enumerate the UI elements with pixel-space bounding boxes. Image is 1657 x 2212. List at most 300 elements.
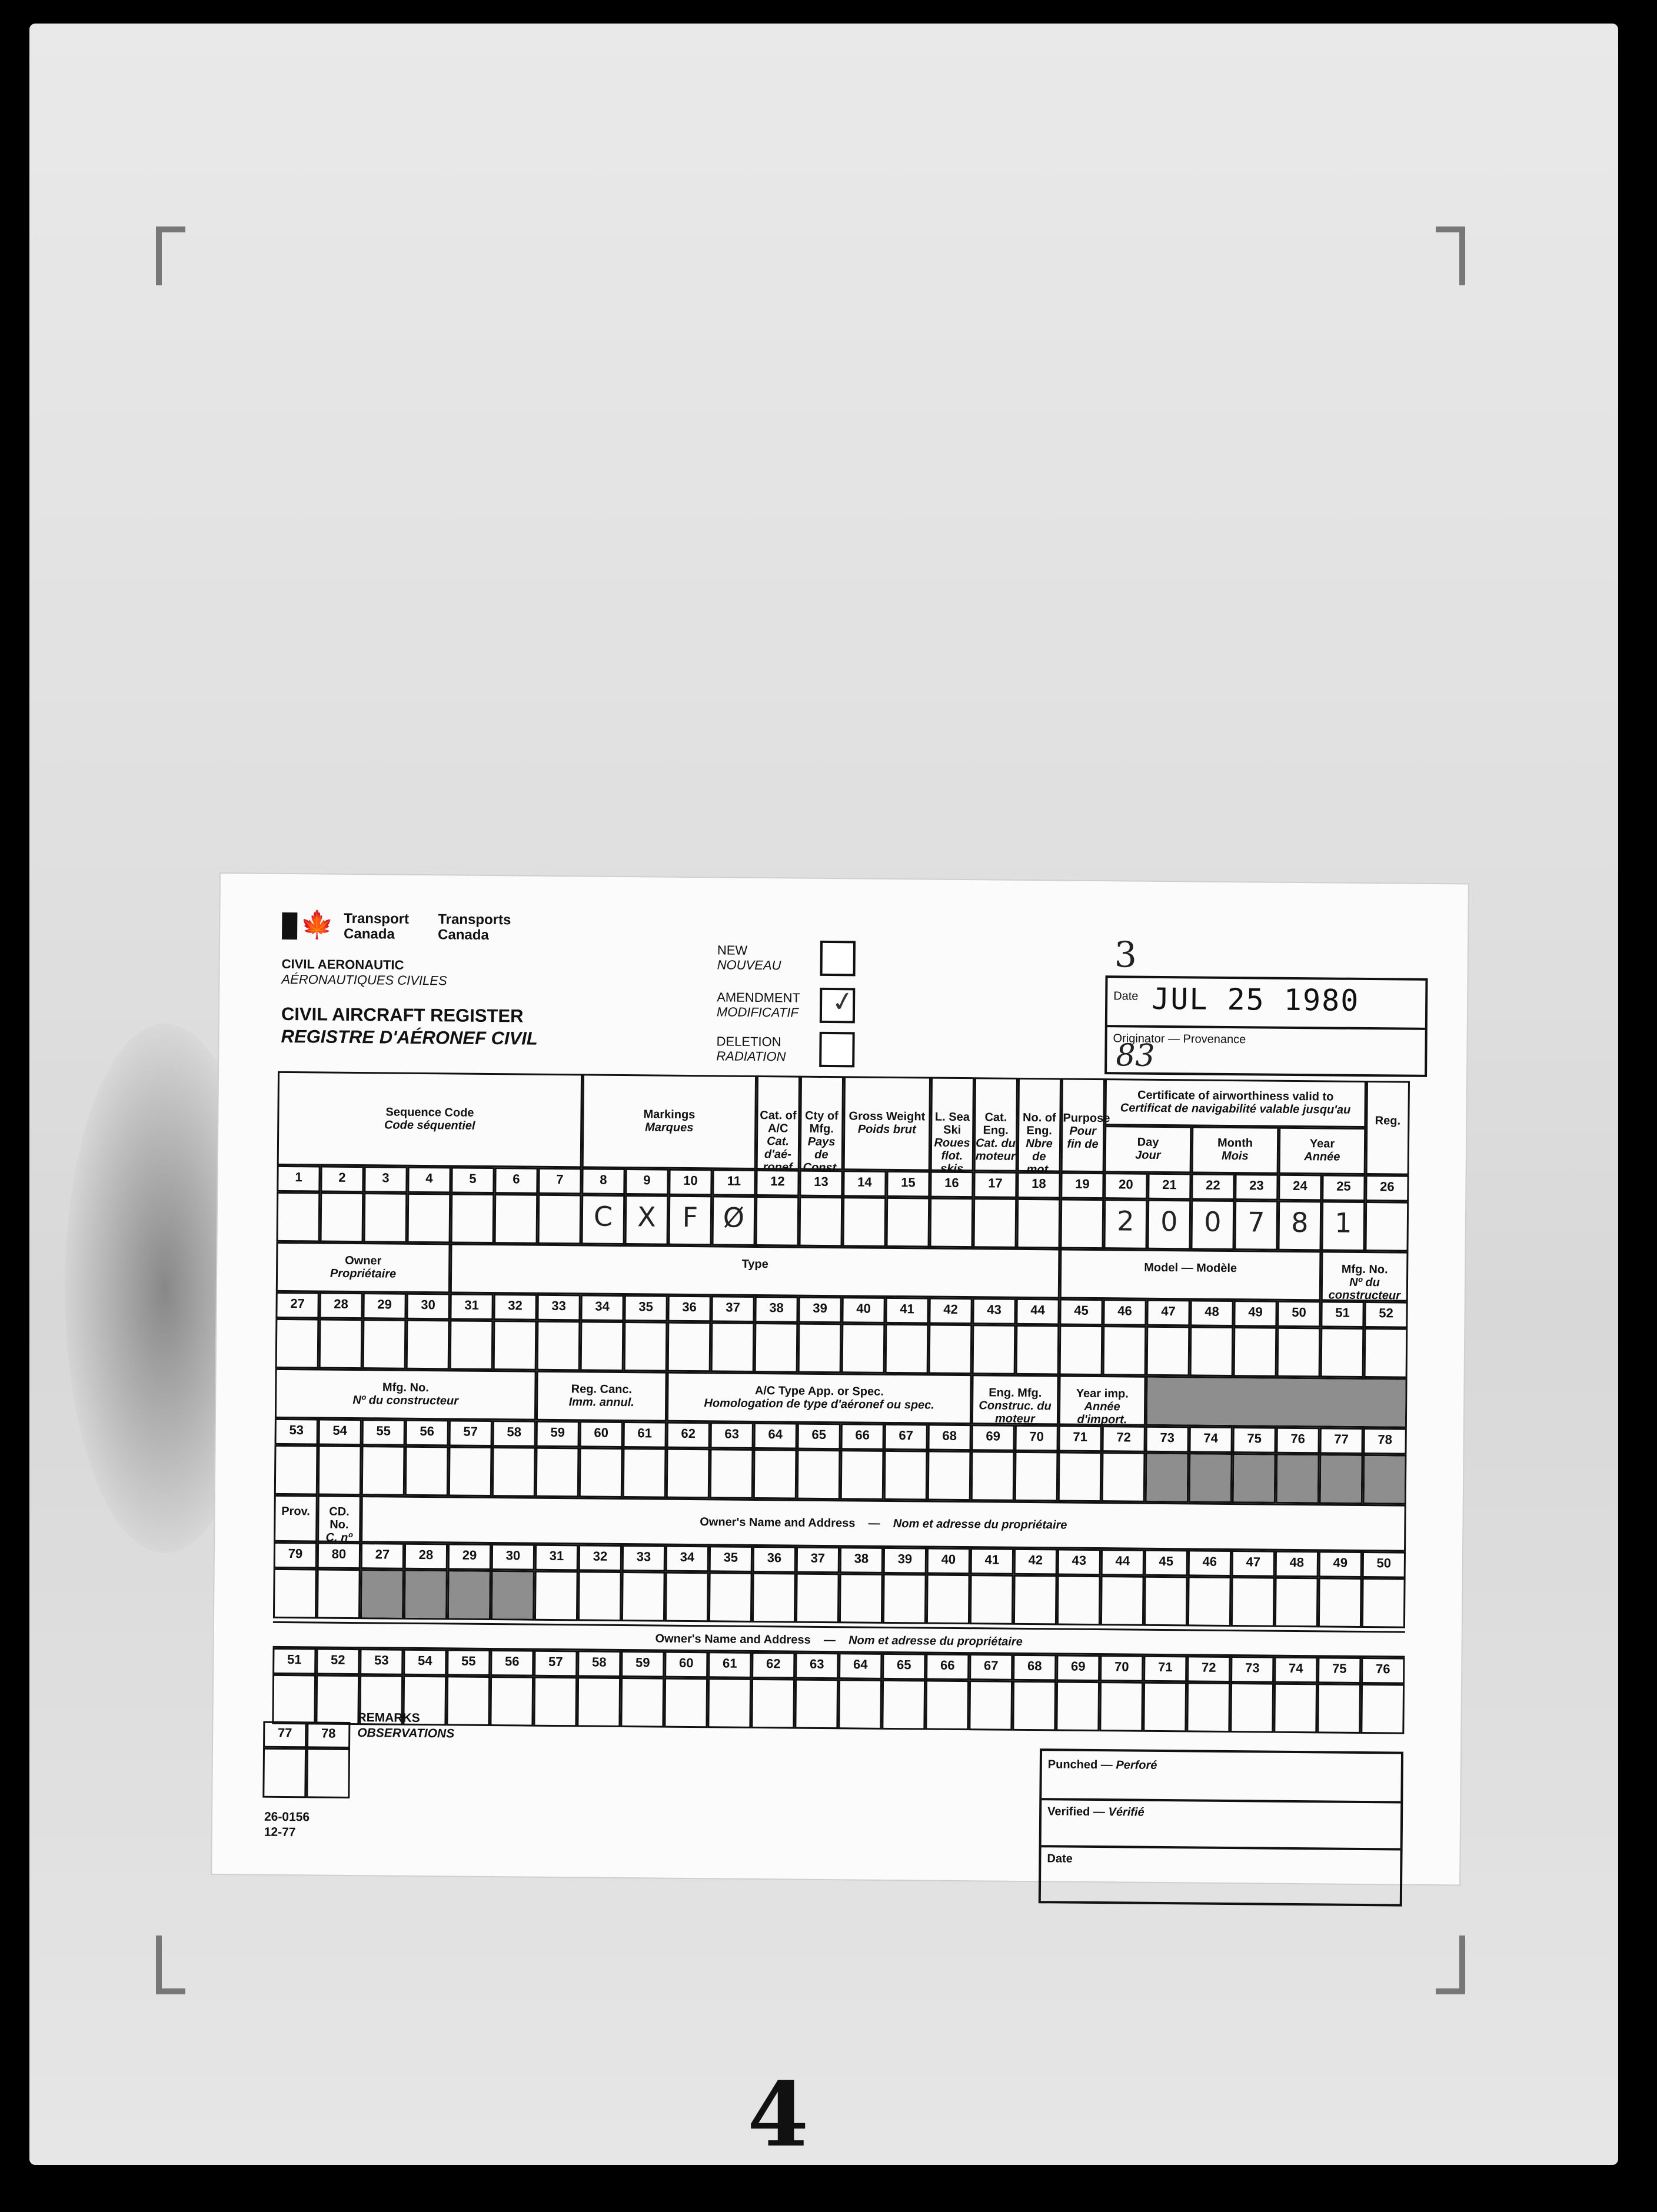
handwritten-entry: 0: [1204, 1205, 1222, 1238]
entry-cell[interactable]: [973, 1198, 1017, 1248]
entry-cell[interactable]: [886, 1197, 930, 1248]
hdr-certificate-fr: Certificat de navigabilité valable jusqu'au: [1120, 1101, 1351, 1117]
entry-cell[interactable]: [665, 1572, 709, 1623]
entry-cell[interactable]: [796, 1573, 840, 1624]
entry-cell[interactable]: [1103, 1325, 1147, 1376]
hdr-reg-en: Reg.: [1375, 1114, 1401, 1128]
col-number: 75: [1247, 1431, 1262, 1446]
hdr-country: [800, 1076, 844, 1175]
entry-cell[interactable]: [1233, 1327, 1277, 1377]
entry-cell[interactable]: [317, 1568, 361, 1619]
col-number: 56: [504, 1654, 520, 1669]
hdr-markings: [582, 1074, 757, 1170]
entry-cell[interactable]: [450, 1320, 494, 1370]
shaded-cell: [1190, 1454, 1231, 1501]
entry-cell[interactable]: [538, 1194, 582, 1245]
entry-cell[interactable]: [1014, 1451, 1059, 1502]
col-number: 6: [513, 1171, 520, 1187]
hdr-markings-en: Markings: [643, 1108, 696, 1122]
entry-cell[interactable]: [1060, 1198, 1104, 1249]
hdr-type-en: Type: [741, 1257, 768, 1271]
entry-cell[interactable]: [1013, 1575, 1057, 1625]
entry-cell[interactable]: [492, 1447, 536, 1497]
entry-cell[interactable]: [272, 1674, 316, 1725]
entry-cell[interactable]: [799, 1197, 843, 1247]
hdr-no-engines-en: No. of Eng.: [1023, 1111, 1056, 1138]
hdr-cat-ac-en: Cat. of A/C: [760, 1109, 797, 1135]
entry-cell[interactable]: [621, 1571, 666, 1622]
entry-cell[interactable]: [840, 1450, 884, 1500]
hdr-certificate: [1104, 1078, 1366, 1128]
originator-value: 83: [1116, 1038, 1155, 1074]
entry-cell[interactable]: [274, 1445, 318, 1495]
hdr-day: [1104, 1125, 1192, 1173]
col-number: 7: [556, 1171, 564, 1187]
col-number: 59: [635, 1655, 650, 1670]
entry-cell[interactable]: [1360, 1684, 1405, 1734]
col-number: 55: [461, 1653, 476, 1668]
entry-cell[interactable]: [756, 1196, 800, 1247]
hdr-cd-no-en: CD. No.: [329, 1505, 350, 1531]
entry-cell[interactable]: [364, 1192, 408, 1243]
entry-cell[interactable]: [451, 1193, 495, 1244]
entry-cell[interactable]: [1230, 1683, 1274, 1733]
hdr-gross-weight-fr: Poids brut: [857, 1122, 916, 1137]
col-number: 35: [723, 1550, 738, 1565]
hdr-country-text: [801, 1110, 842, 1175]
col-number: 41: [984, 1552, 1000, 1567]
entry-cell[interactable]: [711, 1322, 755, 1372]
option-amendment-label: AMENDMENT MODIFICATIF: [716, 990, 801, 1020]
entry-cell[interactable]: [1012, 1681, 1056, 1731]
shaded-cell: [1277, 1455, 1318, 1503]
col-number: 74: [1203, 1430, 1219, 1445]
entry-cell[interactable]: [407, 1193, 451, 1244]
hdr-mfg-no-2-en: Mfg. No.: [382, 1380, 429, 1394]
hdr-land-sea-ski-text: [932, 1111, 973, 1176]
shaded-cell: [362, 1571, 402, 1618]
hdr-no-engines: [1017, 1078, 1062, 1177]
processing-box: [1039, 1748, 1403, 1906]
dept-en: Transport Canada: [343, 910, 410, 942]
entry-cell[interactable]: [1144, 1576, 1188, 1627]
hdr-mfg-no-en: Mfg. No.: [1341, 1262, 1388, 1276]
col-number: 49: [1248, 1304, 1263, 1320]
hdr-year-imp-fr: Année d'import.: [1077, 1400, 1127, 1426]
hdr-cat-engine: [974, 1077, 1018, 1172]
entry-cell[interactable]: [1365, 1201, 1409, 1252]
col-number: 3: [382, 1170, 390, 1185]
deletion-checkbox[interactable]: [819, 1032, 855, 1068]
col-number: 57: [463, 1424, 478, 1439]
entry-cell[interactable]: [1187, 1576, 1232, 1627]
punched-label: Punched — Perforé: [1047, 1758, 1157, 1772]
entry-cell[interactable]: [319, 1318, 363, 1369]
col-number: 31: [464, 1297, 479, 1312]
owner-name-address-text-2: [273, 1629, 1405, 1652]
hdr-gross-weight: [843, 1076, 931, 1171]
entry-cell[interactable]: [1317, 1683, 1361, 1734]
col-number: 77: [277, 1725, 292, 1741]
entry-cell[interactable]: [624, 1321, 668, 1372]
col-number: 67: [899, 1428, 914, 1443]
entry-cell[interactable]: [929, 1324, 973, 1375]
entry-cell[interactable]: [707, 1678, 751, 1728]
hdr-type: [450, 1243, 1060, 1298]
entry-cell[interactable]: [318, 1445, 362, 1495]
entry-cell[interactable]: [1273, 1683, 1317, 1734]
hdr-mfg-no-fr: Nº du constructeur: [1328, 1275, 1401, 1302]
hdr-purpose-text: [1063, 1111, 1110, 1151]
col-number: 77: [1334, 1431, 1349, 1447]
entry-cell[interactable]: [494, 1194, 538, 1244]
shaded-cell: [1147, 1454, 1187, 1501]
hdr-reg-canc-en: Reg. Canc.: [571, 1382, 633, 1396]
maple-leaf-icon: 🍁: [300, 909, 334, 940]
branch-fr: AÉRONAUTIQUES CIVILES: [281, 971, 447, 988]
entry-cell[interactable]: [798, 1323, 842, 1374]
entry-cell[interactable]: [843, 1197, 887, 1247]
hdr-type-text: [452, 1255, 1058, 1273]
entry-cell[interactable]: [927, 1451, 971, 1501]
entry-cell[interactable]: [623, 1448, 667, 1498]
entry-cell[interactable]: [1016, 1198, 1060, 1249]
shaded-cell: [493, 1572, 533, 1619]
crop-mark-bottom-left: [156, 1936, 185, 1994]
entry-cell[interactable]: [1275, 1577, 1319, 1628]
background-handwritten-mark: 4: [747, 2063, 809, 2167]
entry-cell[interactable]: [883, 1574, 927, 1624]
hdr-reg-canc-fr: Imm. annul.: [568, 1395, 634, 1409]
entry-cell[interactable]: [620, 1677, 664, 1728]
entry-cell[interactable]: [710, 1448, 754, 1499]
entry-cell[interactable]: [1100, 1575, 1144, 1626]
col-number: 9: [643, 1172, 651, 1188]
col-number: 42: [943, 1301, 958, 1317]
col-number: 70: [1114, 1659, 1129, 1674]
col-number: 52: [330, 1652, 345, 1667]
branch-en: CIVIL AERONAUTIC: [281, 956, 404, 972]
entry-cell[interactable]: [881, 1680, 926, 1730]
hdr-purpose: [1061, 1078, 1110, 1172]
hdr-year-fr: Année: [1304, 1150, 1340, 1164]
hdr-sequence-code-en: Sequence Code: [385, 1105, 474, 1120]
col-number: 51: [287, 1652, 302, 1667]
entry-cell[interactable]: [841, 1323, 886, 1374]
remarks-label: REMARKS OBSERVATIONS: [357, 1711, 455, 1741]
entry-cell[interactable]: [971, 1451, 1015, 1501]
entry-cell[interactable]: [1231, 1577, 1275, 1627]
hdr-month-fr: Mois: [1222, 1149, 1249, 1163]
col-number: 65: [896, 1657, 911, 1673]
entry-cell[interactable]: [275, 1318, 320, 1369]
col-number: 38: [769, 1300, 784, 1315]
hdr-cd-no-text: [319, 1505, 360, 1545]
hdr-markings-fr: Marques: [645, 1121, 694, 1135]
col-number: 12: [770, 1174, 785, 1189]
col-number: 30: [505, 1548, 521, 1563]
entry-cell[interactable]: [1056, 1681, 1100, 1731]
col-number: 56: [420, 1423, 435, 1439]
col-number: 31: [549, 1548, 564, 1564]
hdr-year-en: Year: [1309, 1137, 1335, 1151]
handwritten-entry: 0: [1160, 1205, 1178, 1238]
col-number: 41: [900, 1301, 914, 1317]
entry-cell[interactable]: [884, 1450, 928, 1501]
hdr-eng-mfg-fr: Construc. du moteur: [979, 1398, 1052, 1425]
col-number: 28: [334, 1296, 348, 1311]
col-number: 58: [591, 1654, 607, 1670]
entry-cell[interactable]: [797, 1450, 841, 1500]
col-number: 32: [593, 1548, 608, 1564]
entry-cell[interactable]: [361, 1445, 405, 1496]
hdr-reg-canc: [536, 1371, 667, 1422]
hdr-cat-ac-text: [758, 1109, 798, 1174]
flag-icon: [282, 912, 297, 940]
hdr-land-sea-ski-en: L. Sea Ski: [934, 1110, 970, 1137]
col-number: 62: [681, 1425, 696, 1441]
entry-cell[interactable]: [972, 1324, 1016, 1375]
form-title-en: CIVIL AIRCRAFT REGISTER: [281, 1003, 524, 1027]
hdr-model-en: Model — Modèle: [1144, 1261, 1237, 1275]
hdr-reg-canc-text: [538, 1382, 665, 1409]
form-title-fr: REGISTRE D'AÉRONEF CIVIL: [281, 1025, 538, 1049]
entry-cell[interactable]: [315, 1674, 360, 1725]
option-deletion-label: DELETION RADIATION: [716, 1034, 786, 1064]
entry-cell[interactable]: [970, 1574, 1014, 1625]
col-number: 36: [682, 1299, 697, 1315]
entry-cell[interactable]: [708, 1572, 753, 1623]
entry-cell[interactable]: [577, 1677, 621, 1727]
entry-cell[interactable]: [1364, 1328, 1408, 1378]
col-number: 27: [290, 1296, 305, 1311]
entry-cell[interactable]: [262, 1748, 307, 1798]
hdr-country-fr: Pays de Const.: [803, 1135, 840, 1175]
entry-cell[interactable]: [277, 1192, 321, 1242]
owner-name-sep: —: [868, 1517, 880, 1530]
col-number: 60: [678, 1655, 694, 1671]
entry-cell[interactable]: [926, 1574, 970, 1625]
entry-cell[interactable]: [1277, 1327, 1321, 1378]
col-number: 58: [507, 1424, 522, 1440]
entry-cell[interactable]: [752, 1573, 796, 1623]
hdr-cd-no: [317, 1495, 361, 1543]
originator-label: Originator — Provenance: [1113, 1032, 1246, 1047]
col-number: 50: [1376, 1555, 1392, 1571]
entry-cell[interactable]: [1143, 1682, 1187, 1733]
handwritten-entry: 2: [1117, 1205, 1134, 1237]
entry-cell[interactable]: [1320, 1327, 1365, 1378]
col-number: 11: [727, 1173, 741, 1188]
col-number: 66: [855, 1427, 870, 1443]
entry-cell[interactable]: [273, 1568, 317, 1619]
hdr-cat-engine-en: Cat. Eng.: [983, 1111, 1009, 1137]
col-number: 48: [1205, 1304, 1219, 1319]
shaded-header: [1147, 1378, 1406, 1427]
col-number: 29: [462, 1547, 477, 1563]
col-number: 64: [853, 1657, 868, 1672]
entry-cell[interactable]: [405, 1446, 449, 1497]
col-number: 63: [809, 1656, 824, 1672]
entry-cell[interactable]: [1146, 1326, 1190, 1377]
hdr-year-text: [1280, 1137, 1364, 1164]
entry-cell[interactable]: [1016, 1325, 1060, 1375]
col-number: 42: [1028, 1553, 1043, 1568]
entry-cell[interactable]: [533, 1677, 577, 1727]
col-number: 39: [897, 1551, 913, 1567]
entry-cell[interactable]: [578, 1571, 622, 1621]
owner-name-en-2: Owner's Name and Address: [655, 1632, 811, 1647]
col-number: 44: [1115, 1553, 1130, 1568]
col-number: 47: [1246, 1554, 1261, 1570]
entry-cell[interactable]: [1057, 1575, 1101, 1625]
hdr-cat-ac-fr: Cat. d'aé-ronef: [763, 1135, 793, 1174]
hdr-type-app-fr: Homologation de type d'aéronef ou spec.: [704, 1396, 934, 1412]
col-number: 73: [1160, 1430, 1175, 1445]
col-number: 27: [375, 1547, 390, 1562]
entry-cell[interactable]: [579, 1447, 623, 1498]
hdr-cat-engine-fr: Cat. du moteur: [975, 1137, 1016, 1163]
col-number: 78: [1377, 1432, 1393, 1447]
entry-cell[interactable]: [1102, 1452, 1146, 1503]
entry-cell[interactable]: [753, 1449, 797, 1500]
hdr-sequence-code-fr: Code séquentiel: [384, 1118, 475, 1132]
hdr-reg-text: [1367, 1114, 1408, 1128]
entry-cell[interactable]: [1058, 1451, 1102, 1502]
entry-cell[interactable]: [1190, 1326, 1234, 1377]
shaded-cell: [1234, 1455, 1275, 1502]
entry-cell[interactable]: [1362, 1578, 1406, 1628]
hdr-mfg-no-text: [1323, 1262, 1407, 1302]
entry-cell[interactable]: [925, 1680, 969, 1731]
col-number: 53: [289, 1423, 304, 1438]
entry-cell[interactable]: [664, 1678, 708, 1728]
entry-cell[interactable]: [751, 1678, 795, 1729]
col-number: 69: [986, 1428, 1001, 1444]
hdr-markings-text: [584, 1107, 754, 1135]
entry-cell[interactable]: [535, 1447, 580, 1498]
new-checkbox[interactable]: [820, 941, 856, 977]
entry-cell[interactable]: [929, 1198, 973, 1248]
entry-cell[interactable]: [667, 1322, 711, 1372]
hdr-eng-mfg-en: Eng. Mfg.: [989, 1385, 1042, 1400]
date-stamp: JUL 25 1980: [1151, 981, 1360, 1018]
col-number: 72: [1116, 1430, 1132, 1445]
entry-cell[interactable]: [406, 1320, 450, 1370]
hdr-owner: [276, 1242, 451, 1294]
entry-cell[interactable]: [838, 1679, 882, 1730]
col-number: 69: [1070, 1658, 1086, 1674]
col-number: 22: [1206, 1177, 1220, 1192]
col-number: 44: [1030, 1302, 1045, 1318]
col-number: 68: [1027, 1658, 1042, 1674]
col-number: 75: [1332, 1661, 1347, 1676]
col-number: 25: [1336, 1178, 1351, 1194]
col-number: 45: [1159, 1553, 1174, 1569]
entry-cell[interactable]: [534, 1571, 578, 1621]
entry-cell[interactable]: [493, 1320, 537, 1371]
entry-cell[interactable]: [448, 1446, 493, 1497]
hdr-prov-text: [275, 1505, 315, 1518]
hdr-gross-weight-text: [845, 1110, 929, 1136]
hdr-prov-en: Prov.: [281, 1504, 310, 1518]
shaded-cell: [1365, 1456, 1405, 1503]
entry-cell[interactable]: [306, 1748, 350, 1798]
col-number: 53: [374, 1653, 389, 1668]
owner-name-fr: Nom et adresse du propriétaire: [893, 1517, 1067, 1532]
col-number: 65: [811, 1427, 827, 1443]
hdr-certificate-en: Certificate of airworthiness valid to: [1137, 1088, 1334, 1104]
col-number: 16: [944, 1175, 959, 1190]
verified-label: Verified — Vérifié: [1047, 1805, 1144, 1819]
entry-cell[interactable]: [1059, 1325, 1103, 1375]
entry-cell[interactable]: [885, 1324, 929, 1374]
shaded-cell: [1321, 1455, 1362, 1503]
entry-cell[interactable]: [1318, 1577, 1362, 1628]
col-number: 68: [942, 1428, 957, 1443]
entry-cell[interactable]: [666, 1448, 710, 1499]
hdr-month: [1192, 1126, 1279, 1174]
col-number: 23: [1249, 1178, 1264, 1193]
entry-cell[interactable]: [1186, 1682, 1230, 1733]
col-number: 72: [1201, 1660, 1216, 1675]
col-number: 71: [1073, 1429, 1088, 1444]
entry-cell[interactable]: [794, 1679, 839, 1730]
entry-cell[interactable]: [320, 1192, 364, 1242]
owner-name-fr-2: Nom et adresse du propriétaire: [849, 1634, 1023, 1648]
hdr-year-imp-en: Year imp.: [1076, 1387, 1129, 1400]
col-number: 64: [768, 1427, 783, 1442]
col-number: 49: [1333, 1555, 1348, 1570]
col-number: 47: [1161, 1303, 1176, 1319]
col-number: 61: [637, 1425, 653, 1441]
hdr-year-imp-text: [1060, 1387, 1144, 1426]
col-number: 78: [321, 1725, 336, 1741]
col-number: 10: [683, 1172, 698, 1188]
col-number: 2: [338, 1170, 346, 1185]
col-number: 24: [1293, 1178, 1307, 1194]
col-number: 15: [901, 1175, 916, 1190]
entry-cell[interactable]: [490, 1676, 534, 1727]
entry-cell[interactable]: [1099, 1681, 1143, 1732]
hdr-owner-fr: Propriétaire: [330, 1267, 397, 1281]
col-number: 67: [983, 1658, 999, 1673]
hdr-type-app: [667, 1372, 972, 1425]
col-number: 1: [295, 1170, 302, 1185]
handwritten-entry: 8: [1291, 1206, 1309, 1239]
hdr-mfg-no: [1321, 1251, 1409, 1301]
col-number: 8: [600, 1172, 607, 1187]
entry-cell[interactable]: [969, 1680, 1013, 1731]
hdr-model: [1060, 1248, 1322, 1301]
form-number: 26-0156 12-77: [264, 1810, 310, 1840]
hdr-mfg-no-2-fr: Nº du constructeur: [352, 1393, 459, 1408]
col-number: 46: [1117, 1303, 1132, 1318]
entry-cell[interactable]: [839, 1573, 883, 1624]
entry-cell[interactable]: [580, 1321, 624, 1371]
date-footer-label: Date: [1047, 1852, 1073, 1865]
hdr-country-en: Cty of Mfg.: [805, 1109, 839, 1136]
hdr-sequence-code: [277, 1071, 583, 1168]
entry-cell[interactable]: [362, 1319, 407, 1370]
col-number: 57: [548, 1654, 563, 1670]
dept-fr: Transports Canada: [437, 911, 511, 943]
entry-cell[interactable]: [537, 1321, 581, 1371]
entry-cell[interactable]: [754, 1322, 798, 1373]
hdr-cat-engine-text: [976, 1111, 1016, 1163]
col-number: 51: [1335, 1305, 1350, 1320]
col-number: 32: [508, 1298, 523, 1313]
